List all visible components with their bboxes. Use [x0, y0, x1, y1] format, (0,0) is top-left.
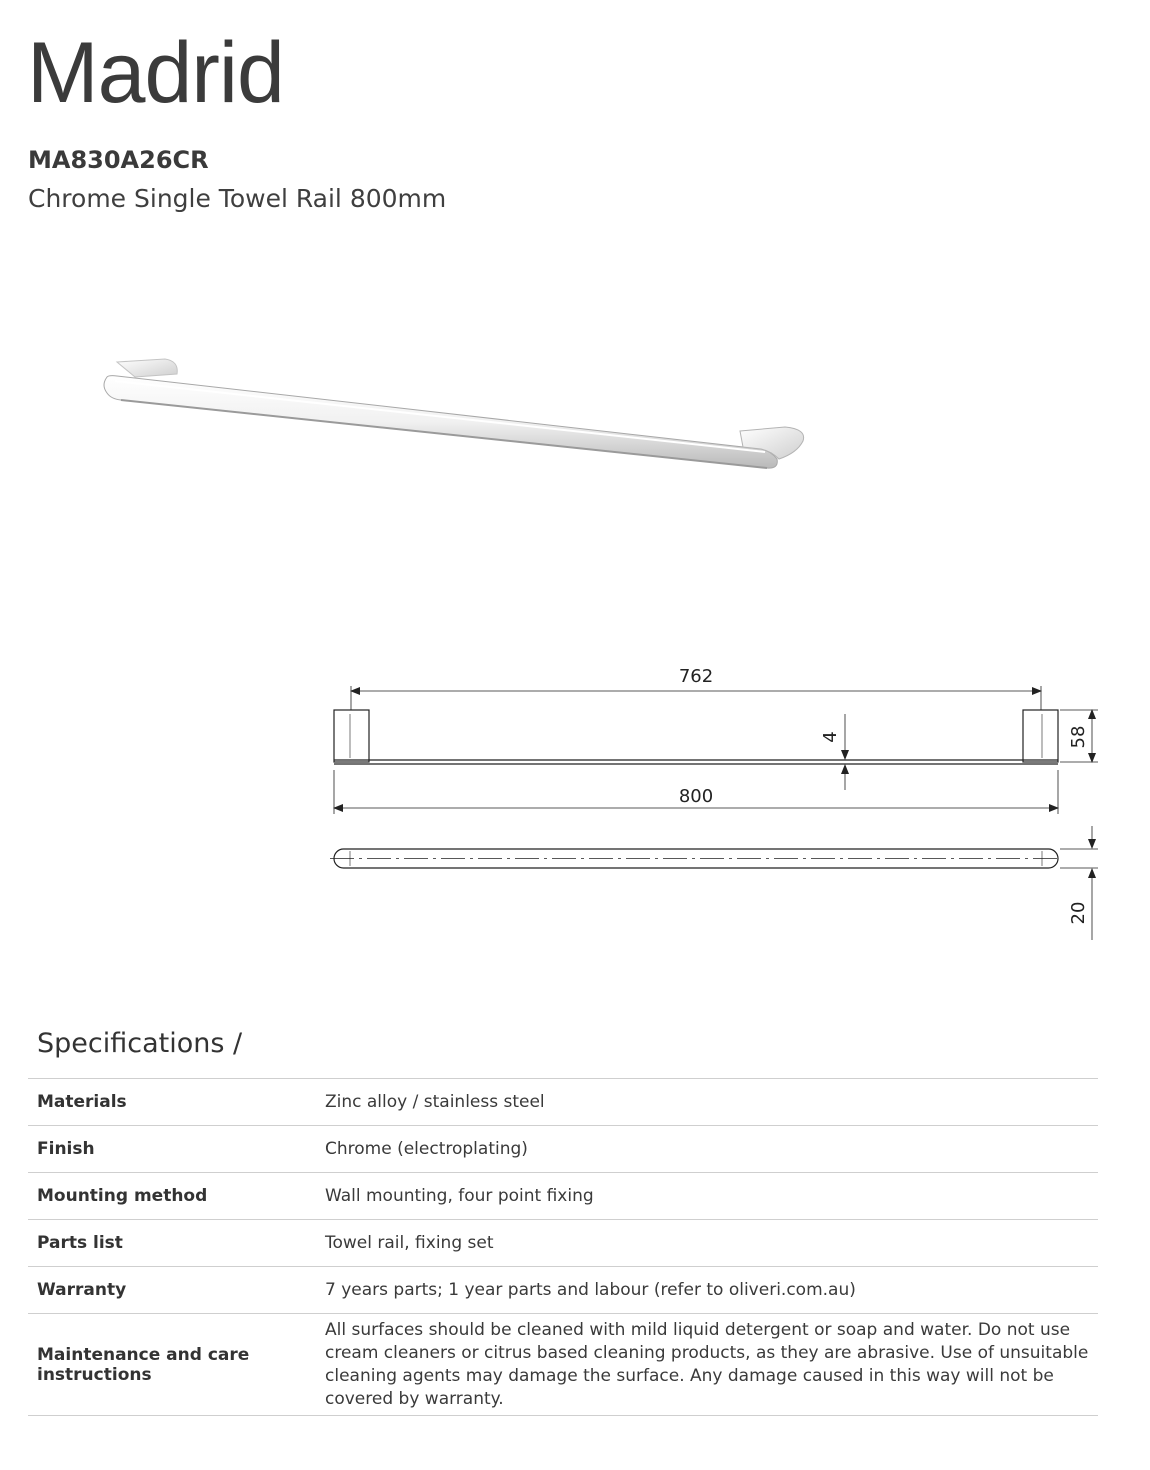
spec-value: Towel rail, fixing set — [325, 1232, 494, 1253]
spec-label: Mounting method — [37, 1186, 208, 1206]
spec-label: Parts list — [37, 1233, 123, 1253]
spec-row-warranty — [28, 1267, 1098, 1314]
technical-drawing — [320, 650, 1120, 950]
specifications-title: Specifications / — [37, 1028, 243, 1059]
dim-depth: 20 — [1068, 901, 1089, 925]
plan-view — [330, 849, 1062, 868]
product-image — [95, 355, 815, 480]
product-name: Chrome Single Towel Rail 800mm — [28, 184, 447, 213]
spec-label: Maintenance and care instructions — [37, 1344, 250, 1385]
spec-row-parts — [28, 1220, 1098, 1267]
towel-rail-render — [104, 359, 804, 468]
spec-row-finish — [28, 1126, 1098, 1173]
spec-label: Materials — [37, 1092, 127, 1112]
product-code: MA830A26CR — [28, 146, 209, 174]
specifications-table — [28, 1078, 1098, 1416]
spec-value: Wall mounting, four point fixing — [325, 1185, 594, 1206]
spec-value: Chrome (electroplating) — [325, 1138, 528, 1159]
spec-label: Warranty — [37, 1280, 127, 1300]
dim-overall-length: 800 — [678, 786, 714, 807]
spec-row-materials — [28, 1079, 1098, 1126]
spec-value: 7 years parts; 1 year parts and labour (refer to oliveri.com.au) — [325, 1279, 856, 1300]
dim-inner-length: 762 — [678, 666, 714, 687]
spec-row-mounting — [28, 1173, 1098, 1220]
front-elevation — [334, 710, 1058, 764]
spec-label: Finish — [37, 1139, 95, 1159]
dim-bar-thickness: 4 — [820, 731, 841, 743]
spec-row-maintenance — [28, 1314, 1098, 1416]
spec-value: Zinc alloy / stainless steel — [325, 1091, 545, 1112]
brand-title: Madrid — [27, 25, 284, 121]
dim-height: 58 — [1068, 725, 1089, 749]
spec-value: All surfaces should be cleaned with mild liquid detergent or soap and water. Do not use cream cleaners or citrus based cleaning products, as they are abrasive. Use of unsuitable cleaning agents may damage the surface. Any damage caused in this way will not be covered by warranty. — [325, 1319, 1089, 1409]
